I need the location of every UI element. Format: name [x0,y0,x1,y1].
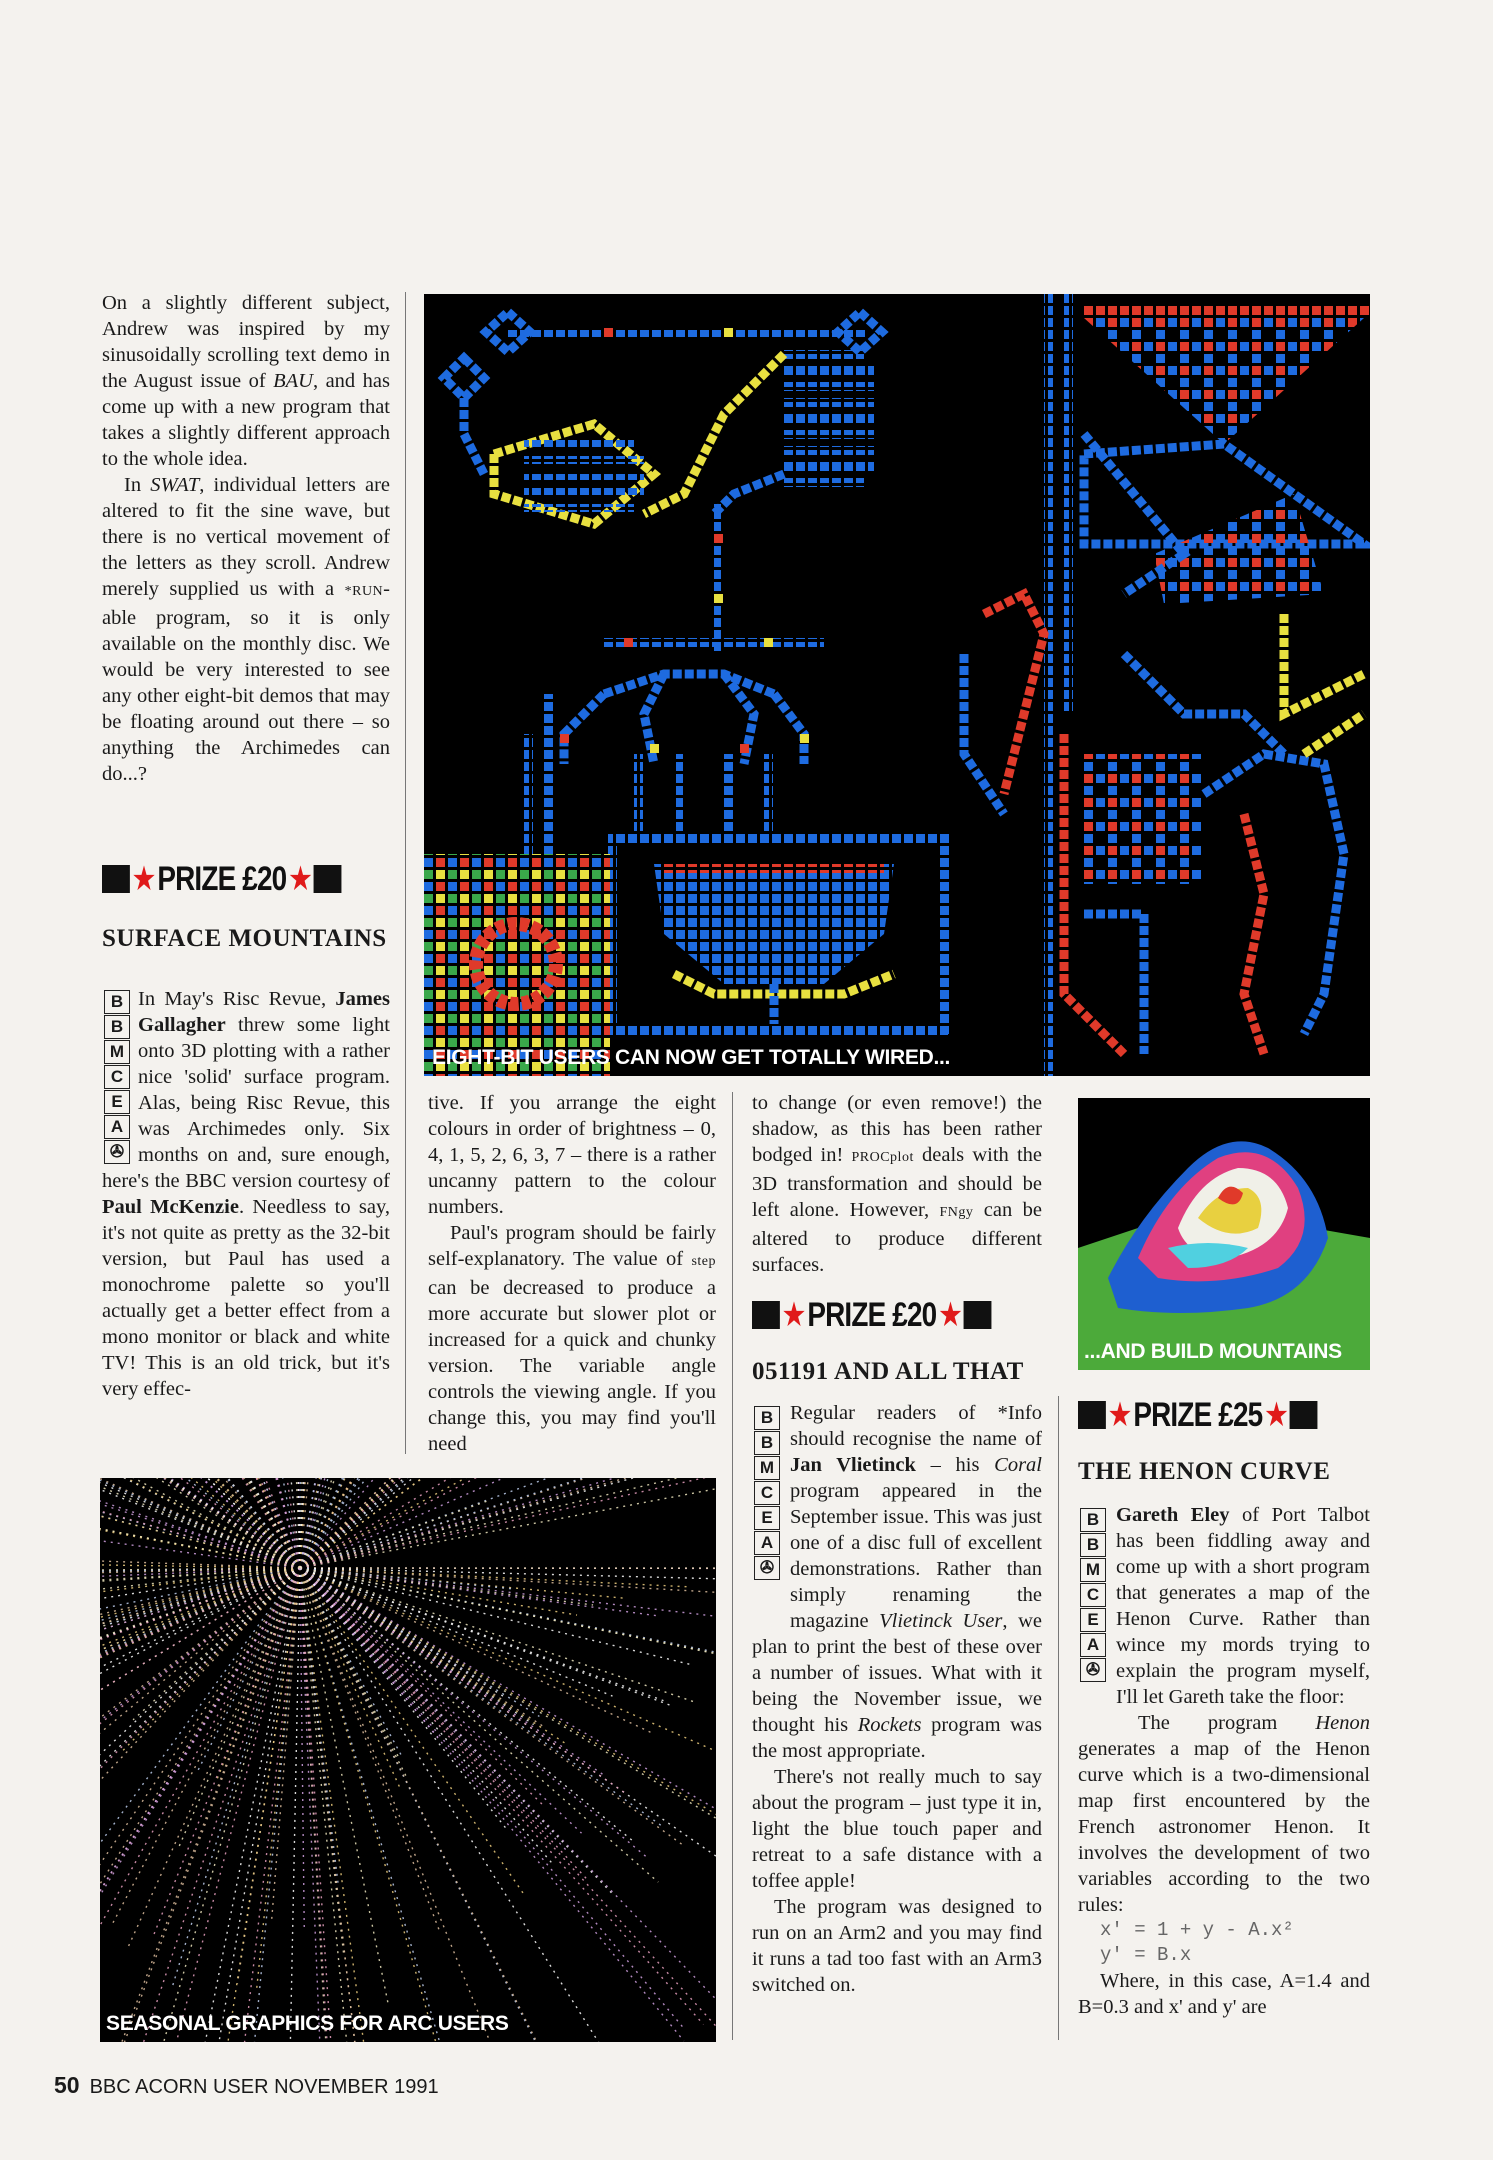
star-icon: ★ [1263,1396,1289,1434]
firework-ray [300,1568,684,2029]
badge-a: A [1080,1633,1106,1657]
badge-b: B [1080,1508,1106,1532]
firework-ray [100,1478,300,1568]
firework-ray [170,1568,300,2042]
badge-e: E [1080,1608,1106,1632]
firework-ray [173,1568,300,1986]
heading-surface-mountains: SURFACE MOUNTAINS [102,925,387,952]
fireworks-screenshot [100,1478,716,2042]
mountains-screenshot [1078,1098,1370,1370]
firework-ray [300,1478,457,1568]
firework-ray [300,1568,687,1587]
firework-ray [100,1568,300,2042]
star-icon: ★ [937,1296,963,1334]
disc-icon: ✇ [754,1556,780,1580]
firework-ray [300,1478,590,1568]
firework-ray [100,1568,300,1730]
firework-ray [300,1568,716,1905]
firework-ray [300,1568,372,2042]
firework-ray [100,1568,300,1579]
firework-ray [100,1568,300,1761]
badge-c: C [754,1481,780,1505]
firework-ray [100,1568,300,1633]
star-icon: ★ [131,860,156,898]
firework-ray [271,1568,300,1922]
firework-ray [300,1568,524,1894]
firework-ray [137,1478,300,1568]
badge-c: C [1080,1583,1106,1607]
firework-ray [300,1568,539,1716]
firework-ray [100,1568,300,1816]
intro-paragraph-2: In SWAT, individual letters are altered to fit the sine wave, but there is no vertical movement of the letters as they scroll. Andrew merely supplied us with a *RUN-able program, so it is only available on the monthly disc. We would be very interested to see any other eight-bit demos that may be floating around out there – so anything the Archimedes can do...? [102,474,390,785]
badge-b: B [754,1406,780,1430]
badge-m: M [104,1040,130,1064]
firework-ray [120,1568,300,1860]
firework-ray [300,1568,582,1833]
heading-051191: 051191 AND ALL THAT [752,1358,1024,1385]
firework-ray [300,1568,716,1928]
firework-ray [100,1568,300,2017]
firework-ray [100,1568,300,1744]
firework-ray [300,1568,341,2042]
firework-ray [300,1568,596,2042]
firework-ray [300,1478,690,1568]
intro-column [102,290,390,787]
firework-ray [100,1568,300,2042]
fireworks-graphic [100,1478,716,2042]
disc-icon: ✇ [104,1140,130,1164]
firework-ray [100,1568,300,1648]
badge-e: E [754,1506,780,1530]
column-rule-1 [405,292,406,1454]
firework-ray [300,1478,614,1568]
firework-ray [300,1568,658,1882]
prize-banner-3: ★ PRIZE £25 ★ [1078,1398,1318,1432]
firework-ray [300,1568,647,1858]
firework-ray [216,1568,300,2042]
firework-ray [217,1568,300,2042]
firework-ray [300,1568,642,2042]
firework-ray [100,1547,300,1568]
firework-ray [300,1478,405,1568]
star-icon: ★ [1107,1396,1132,1434]
surface-mountain-graphic [1078,1098,1370,1370]
column-rule-3 [1058,1396,1059,2040]
firework-ray [100,1568,300,1577]
badge-m: M [1080,1558,1106,1582]
firework-ray [100,1568,300,2042]
star-icon: ★ [781,1296,806,1334]
firework-ray [112,1568,300,1924]
firework-ray [300,1568,587,1879]
firework-ray [178,1568,300,1849]
heading-henon-curve: THE HENON CURVE [1078,1458,1331,1485]
badge-b: B [754,1431,780,1455]
page-number: 50 [54,2072,80,2098]
firework-ray [148,1478,300,1568]
badge-b: B [104,1015,130,1039]
firework-ray [300,1568,692,1665]
firework-ray [196,1568,300,1774]
firework-ray [100,1561,300,1568]
col3-continued-text: to change (or even remove!) the shadow, as this has been rather bodged in! PROCplot deals with the 3D transformation and should be left alone. However, FNgy can be altered to produce different surfaces. [752,1092,1042,1276]
firework-ray [100,1568,300,2042]
firework-ray [100,1481,300,1568]
firework-ray [300,1478,589,1568]
star-icon: ★ [287,860,313,898]
firework-ray [100,1568,300,2042]
disc-icon: ✇ [1080,1658,1106,1682]
firework-ray [137,1478,300,1568]
magazine-issue: BBC ACORN USER NOVEMBER 1991 [89,2076,439,2098]
firework-ray [100,1568,300,1828]
prize-banner-1: ★ PRIZE £20 ★ [102,862,342,896]
firework-ray [256,1568,300,1991]
firework-ray [100,1568,300,1577]
firework-ray [300,1568,593,1605]
firework-ray [300,1478,690,1568]
firework-ray [100,1568,300,2042]
firework-ray [120,1568,300,1754]
prize-banner-2: ★ PRIZE £20 ★ [752,1298,992,1332]
surface-mountains-text: In May's Risc Revue, James Gallagher threw some light onto 3D plotting with a rather nice 'solid' surface program. Alas, being Risc Revue, this was Archimedes only. Six months on and, sure enough, here's the BBC version courtesy of Paul McKenzie. Needless to say, it's not quite as pretty as the 32-bit version, but Paul has used a monochrome palette so you'll actually get a better effect from a mono monitor or black and white TV! This is an old trick, but it's very effec- [102,988,391,1400]
firework-ray [100,1568,300,1763]
firework-ray [100,1524,300,1568]
firework-ray [100,1568,300,2042]
badge-m: M [754,1456,780,1480]
firework-ray [300,1568,565,1743]
firework-ray [300,1478,434,1568]
firework-ray [100,1568,300,1714]
firework-ray [100,1568,300,2042]
caption-wired: EIGHT-BIT USERS CAN NOW GET TOTALLY WIRED... [432,1046,951,1069]
firework-ray [300,1568,438,1737]
firework-ray [300,1478,368,1568]
firework-ray [300,1568,663,1827]
firework-ray [300,1568,658,1616]
equation-2: y' = B.x [1100,1944,1192,1966]
surface-mountains-continued: tive. If you arrange the eight colours in order of brightness – 0, 4, 1, 5, 2, 6, 3, 7 – there is a rather uncanny pattern to the colour numbers. Paul's program should be fairly self-explanatory. The value of step can be decreased to produce a more accurate but slower plot or increased for a quick and chunky version. The variable angle controls the viewing angle. If you change this, you may find you'll need [428,1092,716,1455]
henon-text: Gareth Eley of Port Talbot has been fiddling away and come up with a short program that generates a map of the Henon Curve. Rather than wince my mords trying to explain the program myself, I'll let Gareth take the floor: The program Henon generates a map of the Henon curve which is a two-dimensional map first encountered by the French astronomer Henon. It involves the development of two variables according to the two rules: x' = 1 + y - A.x² y' = B.x Where, in this case, A=1.4 and B=0.3 and x' and y' are [1078,1504,1370,2018]
column-rule-2 [732,1092,733,2040]
equation-1: x' = 1 + y - A.x² [1100,1919,1294,1941]
caption-seasonal: SEASONAL GRAPHICS FOR ARC USERS [106,2012,509,2035]
badge-a: A [754,1531,780,1555]
wired-circuit-graphic [424,294,1370,1076]
badge-a: A [104,1115,130,1139]
firework-ray [100,1568,300,1764]
firework-ray [300,1478,517,1568]
firework-ray [300,1568,716,2042]
caption-mountains: ...AND BUILD MOUNTAINS [1084,1340,1342,1363]
firework-ray [100,1568,300,1712]
firework-ray [300,1568,336,2042]
firework-ray [147,1478,300,1568]
firework-ray [300,1568,446,2042]
intro-paragraph-1: On a slightly different subject, Andrew was inspired by my sinusoidally scrolling text demo in the August issue of BAU, and has come up with a new program that takes a slightly different approach to the whole idea. [102,292,390,470]
firework-ray [133,1568,300,1720]
firework-ray [300,1568,703,2025]
firework-ray [224,1568,300,2042]
firework-ray [300,1478,435,1568]
firework-ray [300,1568,716,1910]
firework-ray [300,1478,587,1568]
wired-screenshot [424,294,1370,1076]
firework-ray [300,1478,579,1568]
badge-e: E [104,1090,130,1114]
firework-ray [300,1568,716,2042]
firework-ray [100,1568,300,1696]
firework-ray [300,1568,654,1734]
firework-ray [100,1568,300,1830]
badge-b: B [104,990,130,1014]
firework-ray [300,1478,654,1568]
page-footer [54,2072,439,2099]
firework-ray [300,1568,304,1927]
firework-ray [100,1568,300,1789]
firework-ray [100,1568,300,1583]
firework-ray [100,1568,300,2042]
firework-ray [300,1478,705,1568]
firework-ray [100,1568,300,2042]
firework-ray [300,1568,643,2042]
051191-text: Regular readers of *Info should recognise the name of Jan Vlietinck – his Coral program appeared in the September issue. This was just one of a disc full of excellent demonstrations. Rather than simply renaming the magazine Vlietinck User, we plan to print the best of these over a number of issues. What with it being the November issue, we thought his Rockets program was the most appropriate. There's not really much to say about the program – just type it in, light the blue touch paper and retreat to a safe distance with a toffee apple! The program was designed to run on an Arm2 and you may find it runs a tad too fast with an Arm3 switched on. [752,1402,1042,1996]
firework-ray [300,1568,716,1603]
firework-ray [300,1568,671,1706]
firework-ray [100,1568,300,1601]
firework-ray [300,1568,625,1793]
firework-ray [100,1568,300,2042]
firework-ray [100,1568,300,1571]
firework-ray [300,1478,302,1568]
badge-b: B [1080,1533,1106,1557]
badge-c: C [104,1065,130,1089]
